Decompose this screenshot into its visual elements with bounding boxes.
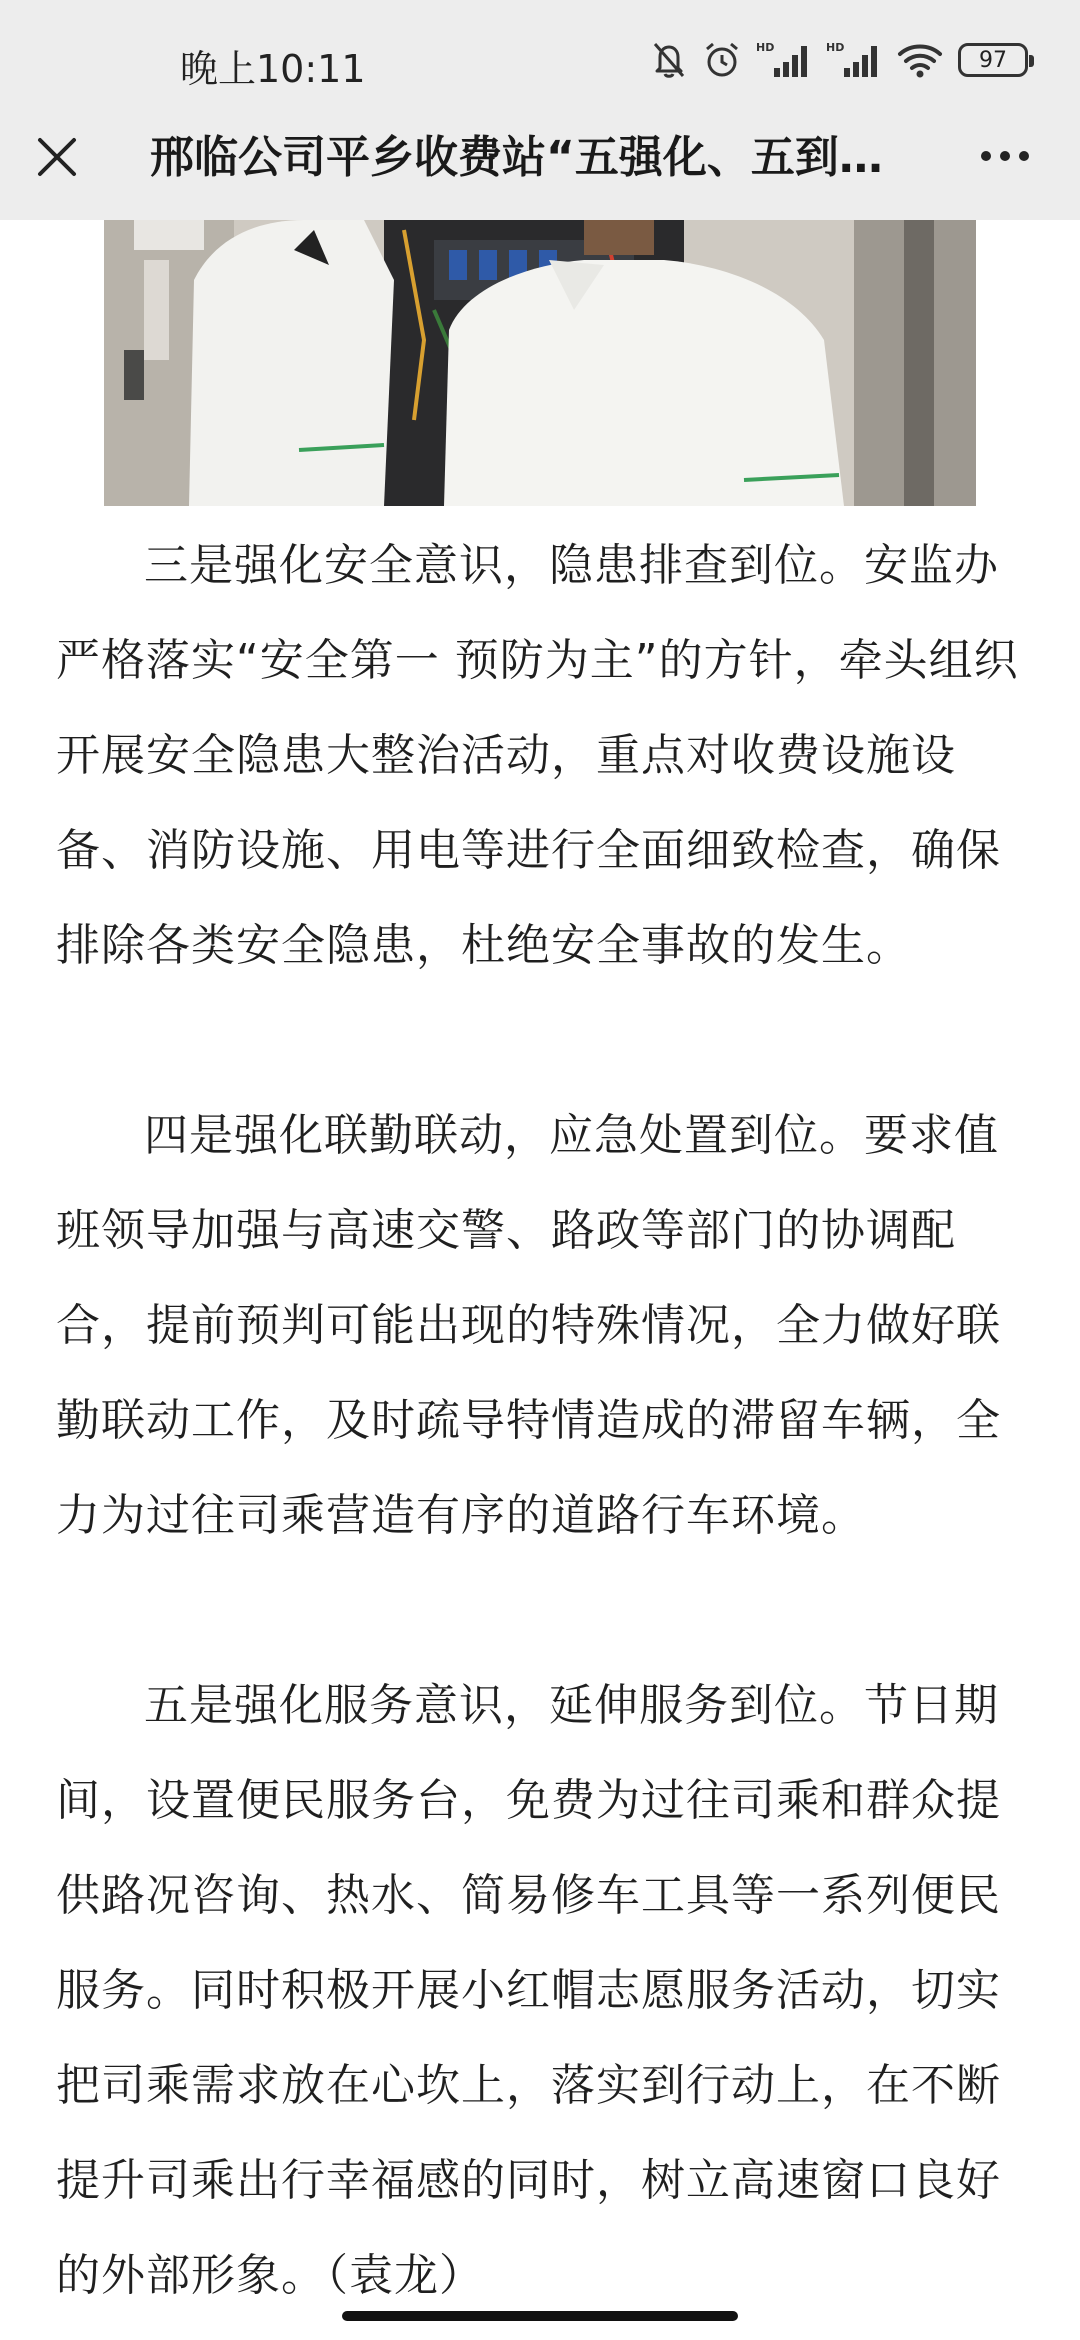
- hd-signal-icon: [756, 40, 812, 80]
- top-bar: [0, 0, 1080, 220]
- article-paragraph: 三是强化安全意识，隐患排查到位。安监办严格落实“安全第一 预防为主”的方针，牵头组织开展安全隐患大整治活动，重点对收费设施设备、消防设施、用电等进行全面细致检查，确保排除各类安全隐患，杜绝安全事故的发生。: [56, 540, 1019, 971]
- paragraph-gap: [56, 1563, 1024, 1658]
- wifi-icon: [896, 40, 944, 80]
- status-icons: [650, 36, 1028, 84]
- photo-workers-icon: [104, 220, 976, 506]
- article-paragraph: 五是强化服务意识，延伸服务到位。节日期间，设置便民服务台，免费为过往司乘和群众提供路况咨询、热水、简易修车工具等一系列便民服务。同时积极开展小红帽志愿服务活动，切实把司乘需求放在心坎上，落实到行动上，在不断提升司乘出行幸福感的同时，树立高速窗口良好的外部形象。（袁龙）: [56, 1680, 1001, 2301]
- home-indicator[interactable]: [342, 2311, 738, 2321]
- alarm-icon: [702, 40, 742, 80]
- battery-indicator: 97: [958, 43, 1028, 77]
- more-dots-icon: [980, 150, 1030, 162]
- article-photo[interactable]: [104, 220, 976, 506]
- bell-off-icon: [650, 40, 688, 80]
- article-content: [56, 518, 1024, 2323]
- article-paragraph: 四是强化联勤联动，应急处置到位。要求值班领导加强与高速交警、路政等部门的协调配合，提前预判可能出现的特殊情况，全力做好联勤联动工作，及时疏导特情造成的滞留车辆，全力为过往司乘营造有序的道路行车环境。: [56, 1110, 1001, 1541]
- page-title: 邢临公司平乡收费站“五强化、五到…: [150, 132, 883, 183]
- hd-signal-icon: [826, 40, 882, 80]
- more-button[interactable]: [970, 126, 1040, 186]
- close-button[interactable]: [22, 122, 92, 192]
- paragraph-gap: [56, 993, 1024, 1088]
- svg-text:HD: HD: [826, 41, 845, 54]
- status-bar: [0, 0, 1080, 122]
- status-time: 晚上10:11: [180, 47, 366, 91]
- svg-text:HD: HD: [756, 41, 775, 54]
- close-icon: [37, 137, 77, 177]
- nav-bar: [0, 122, 1080, 220]
